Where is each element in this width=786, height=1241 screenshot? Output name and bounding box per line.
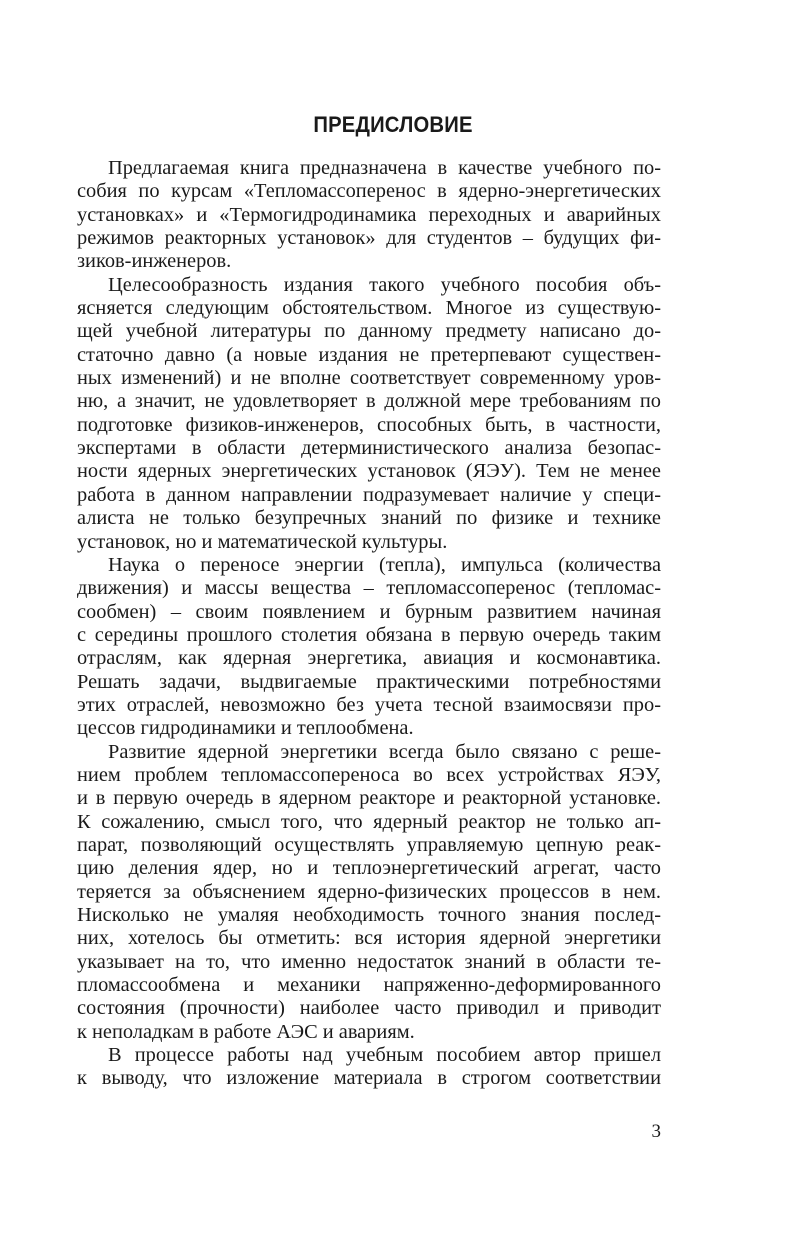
text-line: Предлагаемая книга предназначена в качестве учебного по- xyxy=(108,157,661,179)
text-line: ню, а значит, не удовлетворяет в должной мере требованиям по xyxy=(77,390,661,413)
text-line: зиков-инженеров. xyxy=(77,250,232,273)
text-line: экспертами в области детерминистического анализа безопас- xyxy=(77,437,661,460)
text-line: режимов реакторных установок» для студентов – будущих фи- xyxy=(77,227,661,250)
body-text xyxy=(77,157,661,1091)
text-line: подготовке физиков-инженеров, способных быть, в частности, xyxy=(77,413,661,436)
page-title: ПРЕДИСЛОВИЕ xyxy=(313,112,473,137)
text-line: В процессе работы над учебным пособием автор пришел xyxy=(108,1044,661,1067)
text-line: цию деления ядер, но и теплоэнергетический агрегат, часто xyxy=(77,857,661,880)
text-line: парат, позволяющий осуществлять управляемую цепную реак- xyxy=(77,833,661,856)
text-line: Целесообразность издания такого учебного пособия объ- xyxy=(108,273,661,296)
text-line: пломассообмена и механики напряженно-деформированного xyxy=(77,974,661,997)
text-line: алиста не только безупречных знаний по физике и технике xyxy=(77,507,661,530)
text-line: ясняется следующим обстоятельством. Многое из существую- xyxy=(77,297,661,320)
text-line: и в первую очередь в ядерном реакторе и реакторной установке. xyxy=(77,787,661,810)
text-line: теряется за объяснением ядерно-физических процессов в нем. xyxy=(77,880,661,903)
text-line: цессов гидродинамики и теплообмена. xyxy=(77,717,414,740)
text-line: этих отраслей, невозможно без учета тесной взаимосвязи про- xyxy=(77,693,661,716)
text-line: Развитие ядерной энергетики всегда было связано с реше- xyxy=(108,740,661,763)
text-line: ности ядерных энергетических установок (ЯЭУ). Тем не менее xyxy=(77,460,661,483)
text-line: работа в данном направлении подразумевает наличие у специ- xyxy=(77,483,661,506)
text-line: К сожалению, смысл того, что ядерный реактор не только ап- xyxy=(77,810,661,833)
text-line: установок, но и математической культуры. xyxy=(77,530,448,553)
text-line: указывает на то, что именно недостаток знаний в области те- xyxy=(77,950,661,973)
text-line: отраслям, как ядерная энергетика, авиация и космонавтика. xyxy=(77,647,661,670)
text-line: состояния (прочности) наиболее часто приводил и приводит xyxy=(77,997,661,1020)
page-number: 3 xyxy=(651,1121,661,1142)
text-line: сообмен) – своим появлением и бурным развитием начиная xyxy=(77,600,661,623)
text-line: ных изменений) и не вполне соответствует современному уров- xyxy=(77,367,661,390)
text-line: них, хотелось бы отметить: вся история ядерной энергетики xyxy=(77,927,661,950)
text-line: Решать задачи, выдвигаемые практическими потребностями xyxy=(77,670,661,693)
text-line: с середины прошлого столетия обязана в первую очередь таким xyxy=(77,623,661,646)
text-line: установках» и «Термогидродинамика переходных и аварийных xyxy=(77,203,661,226)
text-line: движения) и массы вещества – тепломассоперенос (тепломас- xyxy=(77,577,661,600)
text-line: щей учебной литературы по данному предмету написано до- xyxy=(77,320,661,343)
text-line: к неполадкам в работе АЭС и авариям. xyxy=(77,1020,415,1043)
text-line: к выводу, что изложение материала в строгом соответствии xyxy=(77,1067,661,1090)
text-line: нием проблем тепломассопереноса во всех устройствах ЯЭУ, xyxy=(77,763,661,786)
text-line: статочно давно (а новые издания не претерпевают существен- xyxy=(77,343,661,366)
text-line: Наука о переносе энергии (тепла), импульса (количества xyxy=(108,553,661,576)
text-line: Нисколько не умаляя необходимость точного знания послед- xyxy=(77,904,661,926)
text-line: собия по курсам «Тепломассоперенос в ядерно-энергетических xyxy=(77,180,661,203)
